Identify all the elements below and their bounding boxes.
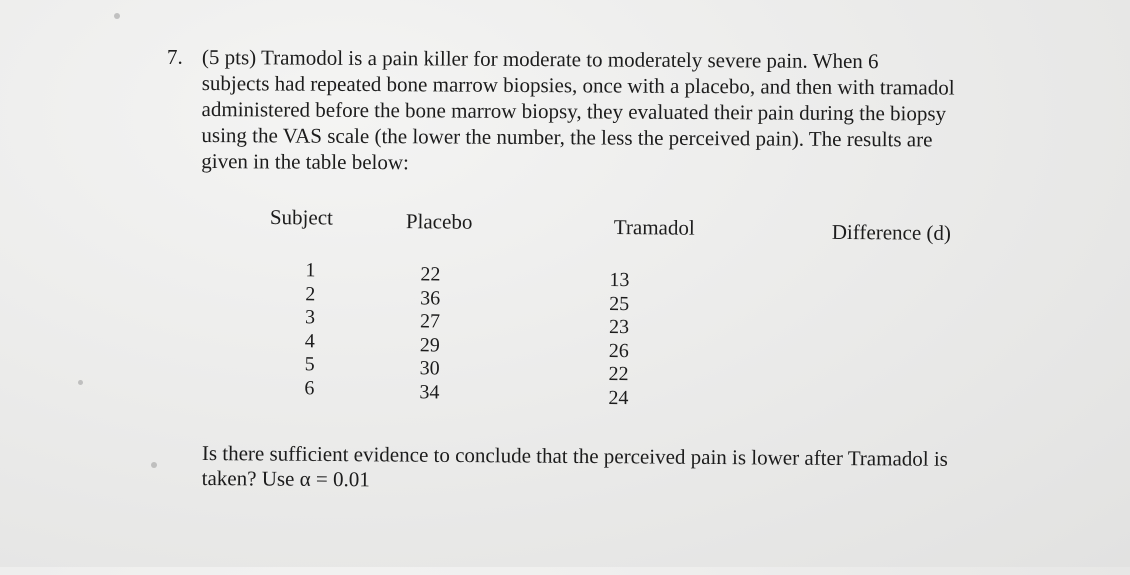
paper-speck [114,13,120,19]
tramadol-cell: 24 [608,386,629,409]
statement-line: (5 pts) Tramodol is a pain killer for moderate to moderately severe pain. When 6 [201,44,879,74]
paper-speck [151,462,157,468]
question-line: taken? Use α = 0.01 [201,465,370,492]
subject-cell: 6 [304,376,315,399]
subject-cell: 2 [305,282,316,305]
question-number: 7. [167,45,183,69]
subject-column [290,259,315,400]
header-subject: Subject [269,205,334,230]
placebo-cell: 34 [419,380,440,403]
tramadol-cell: 22 [608,362,629,386]
placebo-cell: 27 [419,310,441,333]
question-prompt [202,441,1062,498]
header-tramadol: Tramadol [613,215,695,240]
tramadol-cell: 25 [609,292,630,315]
placebo-column [419,263,440,404]
subject-cell: 3 [304,306,316,329]
header-placebo: Placebo [405,209,473,234]
statement-line: administered before the bone marrow biopsy, they evaluated their pain during the biopsy [201,96,947,126]
subject-cell: 1 [305,259,316,282]
statement-line: given in the table below: [201,148,409,175]
tramadol-cell: 23 [608,315,630,339]
placebo-cell: 30 [419,357,440,380]
tramadol-cell: 13 [609,268,630,292]
tramadol-cell: 26 [608,339,629,362]
question-line: Is there sufficient evidence to conclude that the perceived pain is lower after Tramadol is [201,441,949,471]
placebo-cell: 36 [420,286,441,309]
paper-speck [78,380,83,385]
subject-cell: 4 [304,329,315,352]
subject-cell: 5 [304,353,315,376]
placebo-cell: 29 [419,333,440,356]
statement-line: using the VAS scale (the lower the number, the less the perceived pain). The results are [201,122,933,152]
placebo-cell: 22 [420,263,441,286]
tramadol-column [608,269,629,410]
statement-line: subjects had repeated bone marrow biopsies, once with a placebo, and then with tramadol [201,70,955,100]
header-difference: Difference (d) [831,219,952,245]
